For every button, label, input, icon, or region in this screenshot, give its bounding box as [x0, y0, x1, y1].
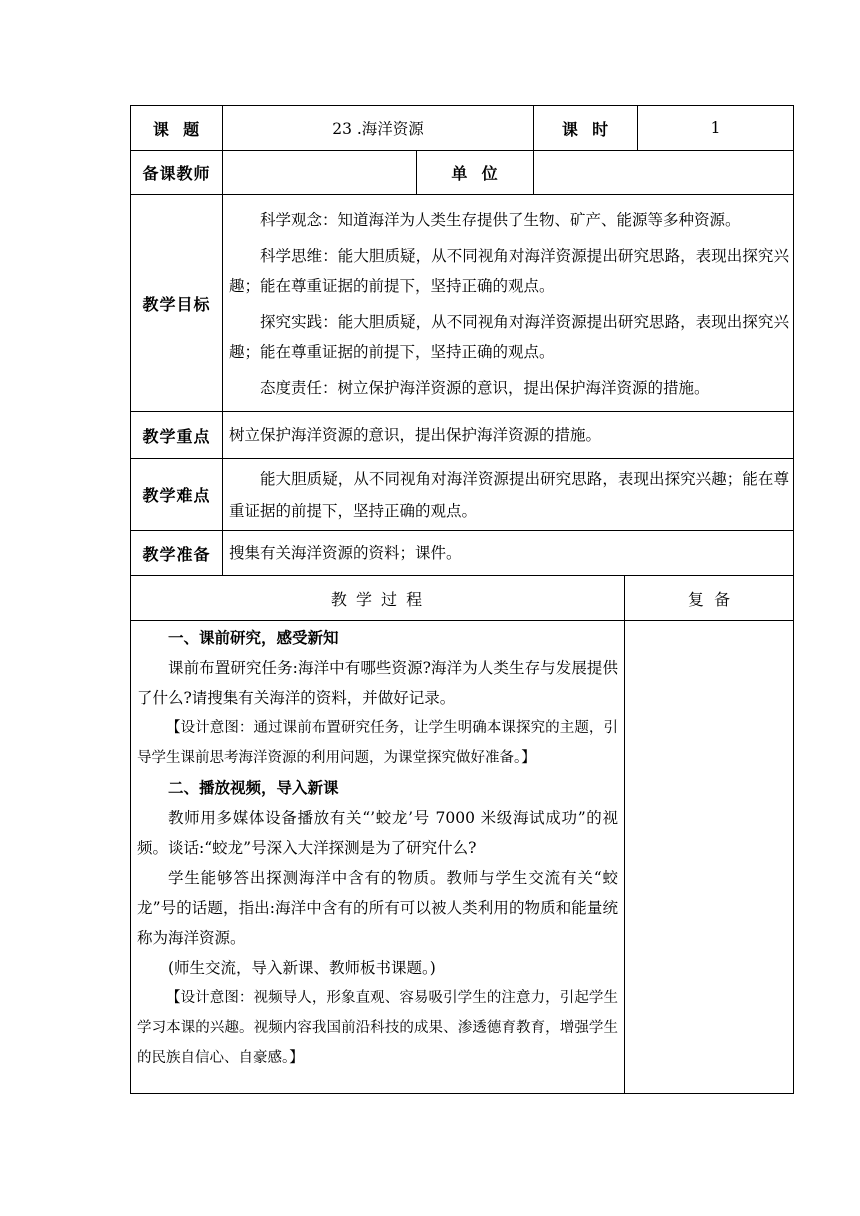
topic-label: 课 题: [152, 119, 201, 139]
process-paragraph: (师生交流，导入新课、教师板书课题。): [168, 959, 436, 977]
teacher-label: 备课教师: [142, 164, 211, 183]
key-point-label: 教学重点: [142, 426, 211, 446]
topic-value: 23 .海洋资源: [332, 120, 424, 138]
goal-item: 探究实践：能大胆质疑，从不同视角对海洋资源提出研究思路，表现出探究兴趣；能在尊重证据的前提下，坚持正确的观点。: [229, 313, 789, 361]
key-point-text: 树立保护海洋资源的意识，提出保护海洋资源的措施。: [229, 426, 602, 444]
goal-item: 科学观念：知道海洋为人类生存提供了生物、矿产、能源等多种资源。: [260, 211, 741, 229]
teacher-value: [223, 151, 416, 194]
review-header: 复 备: [687, 589, 731, 609]
hours-value: 1: [710, 119, 721, 137]
unit-value: [534, 151, 793, 194]
design-intent-note: 【设计意图：通过课前布置研究任务，让学生明确本课探究的主题，引导学生课前思考海洋资源的利用问题，为课堂探究做好准备。】: [137, 720, 618, 766]
difficulty-text: 能大胆质疑，从不同视角对海洋资源提出研究思路，表现出探究兴趣；能在尊重证据的前提下，坚持正确的观点。: [229, 470, 789, 520]
preparation-label: 教学准备: [142, 544, 211, 564]
table-border-bottom: [130, 1093, 794, 1094]
row-divider: [130, 458, 794, 459]
section-heading: 一、课前研究，感受新知: [168, 629, 339, 647]
design-intent-note: 【设计意图：视频导人，形象直观、容易吸引学生的注意力，引起学生学习本课的兴趣。视频内容我国前沿科技的成果、渗透德育教育，增强学生的民族自信心、自豪感。】: [137, 990, 618, 1066]
hours-label: 课 时: [561, 119, 610, 139]
unit-label: 单 位: [451, 164, 499, 183]
table-border-right: [793, 105, 794, 1094]
process-paragraph: 学生能够答出探测海洋中含有的物质。教师与学生交流有关“蛟龙”号的话题，指出:海洋中含有的所有可以被人类利用的物质和能量统称为海洋资源。: [137, 869, 618, 947]
process-paragraph: 课前布置研究任务:海洋中有哪些资源?海洋为人类生存与发展提供了什么?请搜集有关海洋的资料，并做好记录。: [137, 659, 618, 707]
process-content: [137, 623, 618, 1073]
process-header: 教 学 过 程: [330, 589, 425, 609]
difficulty-content: [229, 463, 789, 527]
goal-item: 科学思维：能大胆质疑，从不同视角对海洋资源提出研究思路，表现出探究兴趣；能在尊重证据的前提下，坚持正确的观点。: [229, 247, 789, 295]
review-notes-area: [625, 621, 793, 1093]
section-heading: 二、播放视频，导入新课: [168, 779, 339, 797]
goals-content: [229, 205, 789, 403]
preparation-text: 搜集有关海洋资源的资料；课件。: [229, 544, 462, 562]
goal-item: 态度责任：树立保护海洋资源的意识，提出保护海洋资源的措施。: [260, 379, 710, 397]
goals-label: 教学目标: [142, 294, 211, 314]
row-divider: [130, 194, 794, 195]
process-paragraph: 教师用多媒体设备播放有关“’蛟龙’号 7000 米级海试成功”的视频。谈话:“蛟龙”号深入大洋探测是为了研究什么?: [137, 809, 618, 857]
difficulty-label: 教学难点: [142, 486, 211, 505]
